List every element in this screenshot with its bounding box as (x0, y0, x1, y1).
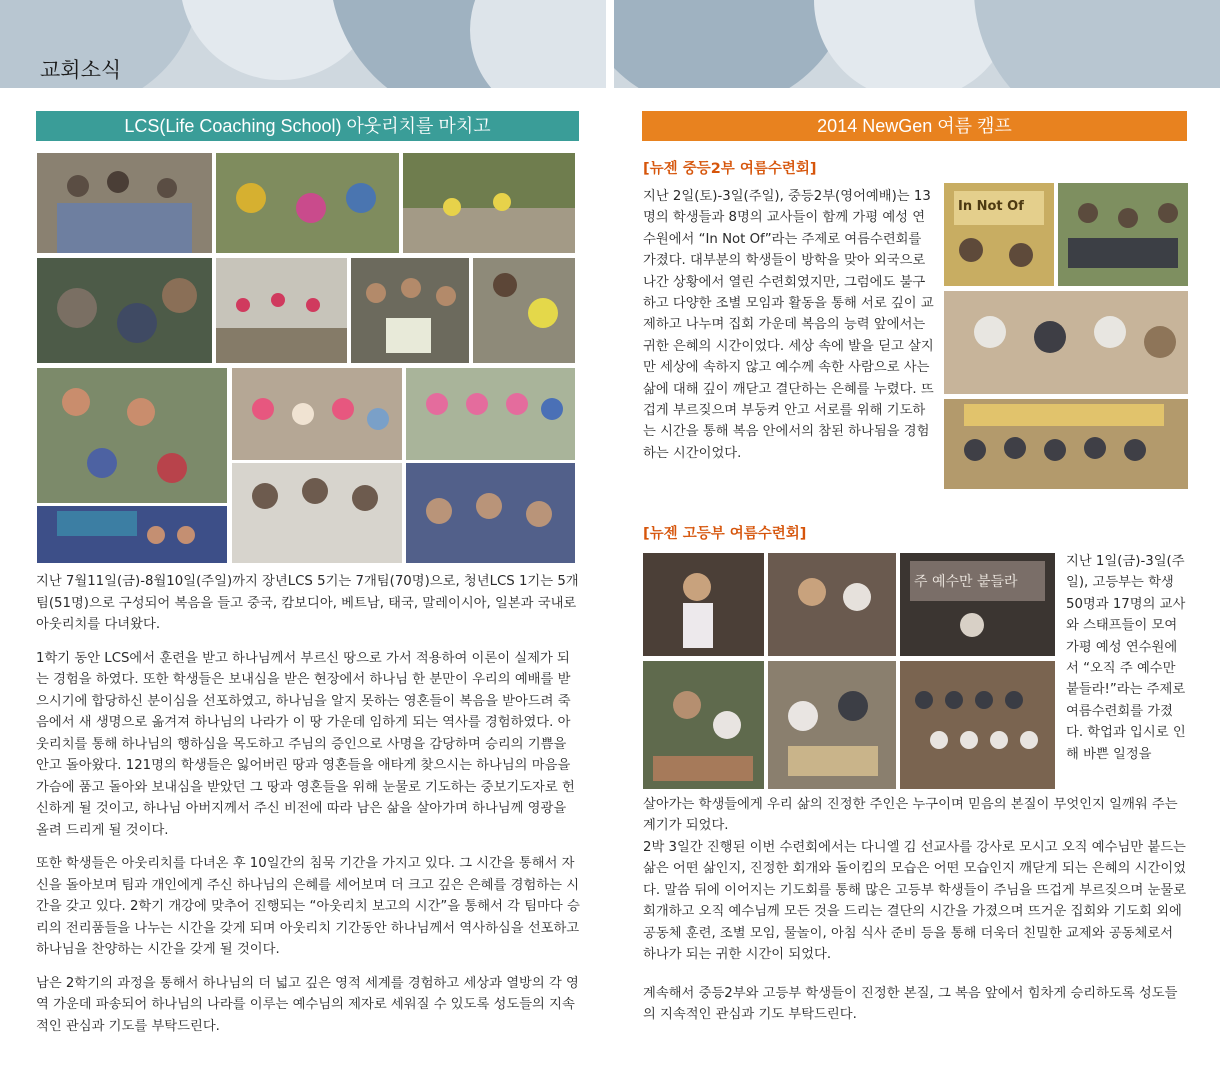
right-title: 2014 NewGen 여름 캠프 (817, 116, 1012, 136)
high-school-text-continued: 살아가는 학생들에게 우리 삶의 진정한 주인은 누구이며 믿음의 본질이 무엇인지 일깨워 주는 계기가 되었다. (643, 797, 1178, 834)
high-school-text-detail: 2박 3일간 진행된 이번 수련회에서는 다니엘 김 선교사를 강사로 모시고 오직 예수님만 붙드는 삶은 어떤 삶인지, 진정한 회개와 돌이킴의 모습은 어떤 모습인지 깨닫게 되는 은혜의 시간이었다. 말씀 뒤에 이어지는 기도회를 통해 많은 고등부 학생들이 주님을 뜨겁게 부르짖으며 눈물로 회개하고 오직 예수님께 모든 것을 드리는 결단의 시간을 가졌으며 뜨거운 집회와 기도회 외에 공동체 훈련, 조별 모임, 물놀이, 아침 식사 준비 등을 통해 더욱더 친밀한 교제와 공동체로서 하나가 되는 귀한 시간이 되었다. (643, 840, 1187, 963)
photo (473, 258, 575, 363)
photo (768, 553, 896, 656)
right-title-bar (642, 111, 1187, 141)
photo (232, 368, 402, 460)
left-photo-collage (37, 153, 575, 565)
header-band-right (614, 0, 1220, 88)
section-label: 교회소식 (40, 58, 122, 82)
photo (406, 368, 575, 460)
camp-heading-high-school: [뉴젠 고등부 여름수련회] (643, 526, 807, 542)
photo (403, 153, 575, 253)
decorative-circle (974, 0, 1220, 88)
left-title: LCS(Life Coaching School) 아웃리치를 마치고 (124, 116, 491, 136)
photo (944, 183, 1054, 286)
page-gutter (606, 0, 614, 1067)
photo (37, 506, 227, 563)
banner-text: In Not Of (958, 199, 1024, 214)
photo (643, 661, 764, 789)
photo (768, 661, 896, 789)
photo (900, 661, 1055, 789)
decorative-circle (470, 0, 606, 88)
photo (944, 291, 1188, 394)
paragraph: 또한 학생들은 아웃리치를 다녀온 후 10일간의 침묵 기간을 가지고 있다. 그 시간을 통해서 자신을 돌아보며 팀과 개인에게 주신 하나님의 은혜를 세어보며 더 크고 깊은 은혜를 경험하는 시간을 갖고 있다. 2학기 개강에 맞추어 진행되는 “아웃리치 보고의 시간”을 통해서 각 팀마다 승리의 전리품들을 나누는 시간을 갖게 되며 아웃리치 기간동안 하나님께서 역사하심을 선포하고 하나님을 찬양하는 시간을 갖게 될 것이다. (36, 856, 580, 957)
paragraph: 남은 2학기의 과정을 통해서 하나님의 더 넓고 깊은 영적 세계를 경험하고 세상과 열방의 각 영역 가운데 파송되어 하나님의 나라를 이루는 예수님의 제자로 세워질 수 있도록 성도들의 지속적인 관심과 기도를 부탁드린다. (36, 975, 579, 1034)
photo (900, 553, 1055, 656)
photo (944, 399, 1188, 489)
paragraph: 지난 7월11일(금)-8월10일(주일)까지 장년LCS 5기는 7개팀(70명)으로, 청년LCS 1기는 5개팀(51명)으로 구성되어 복음을 들고 중국, 캄보디아, 베트남, 태국, 말레이시아, 일본과 국내로 아웃리치를 다녀왔다. (36, 574, 579, 632)
photo (643, 553, 764, 656)
paragraph: 1학기 동안 LCS에서 훈련을 받고 하나님께서 부르신 땅으로 가서 적용하여 이론이 실제가 되는 경험을 하였다. 또한 학생들은 보내심을 받은 현장에서 하나님 한 분만이 우리의 예배를 받으시기에 합당하신 분이심을 선포하였고, 하나님을 알지 못하는 영혼들이 복음을 받아드려 죽음에서 새 생명으로 옮겨져 하나님의 나라가 이 땅 가운데 임하게 되는 역사를 경험하였다. 아웃리치를 통해 하나님의 행하심을 목도하고 주님의 증인으로 사명을 감당하며 승리의 기쁨을 안고 돌아왔다. 121명의 학생들은 잃어버린 땅과 영혼들을 애타게 찾으시는 하나님의 마음을 가슴에 품고 돌아와 보내심을 받았던 그 땅과 영혼들을 위해 눈물로 기도하는 중보기도자로 헌신하게 될 것이고, 하나님 아버지께서 주신 비전에 따라 남은 삶을 살아가며 하나님께 영광을 올려 드리게 될 것이다. (36, 650, 575, 838)
left-article-body (36, 571, 581, 1049)
high-school-photos (643, 553, 1055, 789)
high-school-side-text: 지난 1일(금)-3일(주일), 고등부는 학생 50명과 17명의 교사와 스태프들이 모여 가평 예성 연수원에서 “오직 주 예수만 붙들라!”라는 주제로 여름수련회를 가졌다. 학업과 입시로 인해 바쁜 일정을 (1066, 554, 1186, 762)
left-title-bar (36, 111, 579, 141)
photo (406, 463, 575, 563)
photo (1058, 183, 1188, 286)
camp-heading-middle-school: [뉴젠 중등2부 여름수련회] (643, 161, 817, 177)
photo (232, 463, 402, 563)
photo (37, 368, 227, 503)
photo (37, 258, 212, 363)
photo (37, 153, 212, 253)
closing-text: 계속해서 중등2부와 고등부 학생들이 진정한 본질, 그 복음 앞에서 힘차게 승리하도록 성도들의 지속적인 관심과 기도 부탁드린다. (643, 986, 1178, 1023)
middle-school-text: 지난 2일(토)-3일(주일), 중등2부(영어예배)는 13명의 학생들과 8명의 교사들이 함께 가평 예성 연수원에서 “In Not Of”라는 주제로 여름수련회를 가졌다. 대부분의 학생들이 방학을 맞아 외국으로 나간 상황에서 열린 수련회였지만, 그럼에도 불구하고 다양한 조별 모임과 활동을 통해 서로 깊이 교제하고 나누며 집회 가운데 복음의 능력 앞에서는 귀한 은혜의 시간이었다. 세상 속에 발을 딛고 살지만 세상에 속하지 않고 예수께 속한 사람으로 사는 삶에 대해 깊이 깨닫고 결단하는 은혜를 누렸다. 뜨겁게 부르짖으며 부둥켜 안고 서로를 위해 기도하는 시간을 통해 복음 안에서의 참된 하나됨을 경험하는 시간이었다. (643, 189, 934, 461)
middle-school-photos (944, 183, 1188, 489)
banner-text: 주 예수만 붙들라 (914, 574, 1018, 590)
photo (216, 153, 399, 253)
photo (351, 258, 469, 363)
photo (216, 258, 347, 363)
